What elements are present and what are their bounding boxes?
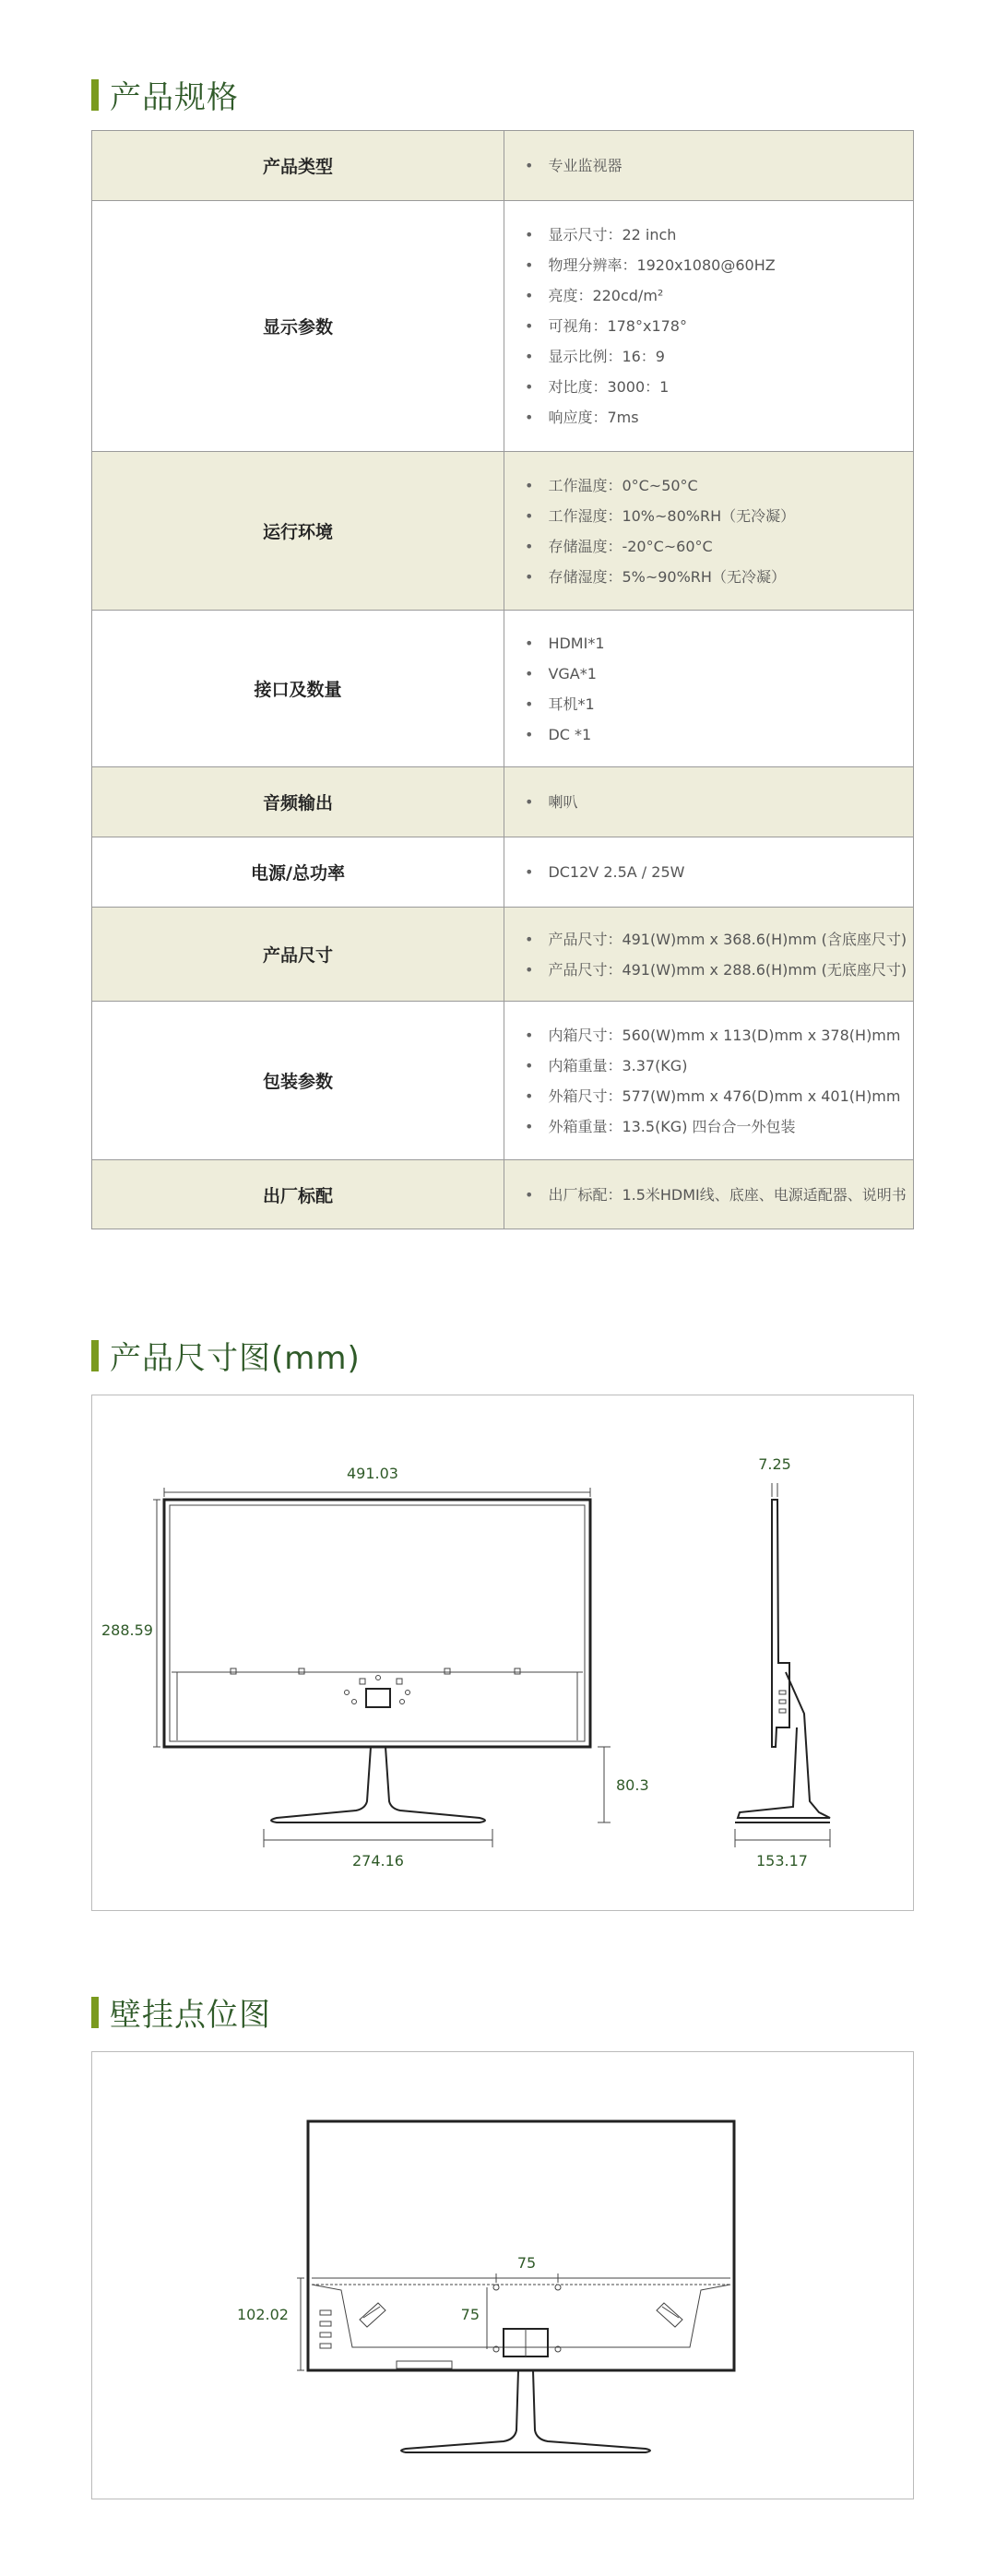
spec-label: 包装参数 bbox=[92, 1002, 504, 1159]
spec-value-item: • 专业监视器 bbox=[525, 150, 913, 181]
spec-values bbox=[504, 201, 913, 451]
spec-value-item: • 产品尺寸：491(W)mm x 288.6(H)mm (无底座尺寸) bbox=[525, 955, 913, 985]
spec-row bbox=[92, 1160, 913, 1229]
spec-value-item: • 出厂标配：1.5米HDMI线、底座、电源适配器、说明书 bbox=[525, 1180, 913, 1210]
spec-value-item: • 外箱重量：13.5(KG) 四台合一外包装 bbox=[525, 1111, 913, 1142]
spec-label: 产品尺寸 bbox=[92, 908, 504, 1001]
dimension-drawing bbox=[92, 1395, 913, 1910]
depth-top-dimension: 7.25 bbox=[758, 1455, 791, 1473]
spec-values bbox=[504, 1002, 913, 1159]
spec-row bbox=[92, 908, 913, 1002]
wallmount-diagram bbox=[91, 2051, 914, 2499]
height-dimension: 288.59 bbox=[101, 1621, 153, 1639]
spec-value-item: • 亮度：220cd/m² bbox=[525, 280, 913, 311]
spec-label: 显示参数 bbox=[92, 201, 504, 451]
spec-values bbox=[504, 767, 913, 837]
spec-value-item: • 对比度：3000：1 bbox=[525, 372, 913, 402]
spec-value-item: • 产品尺寸：491(W)mm x 368.6(H)mm (含底座尺寸) bbox=[525, 924, 913, 955]
wallmount-drawing bbox=[92, 2052, 913, 2499]
spec-value-item: • 物理分辨率：1920x1080@60HZ bbox=[525, 250, 913, 280]
spec-row bbox=[92, 611, 913, 767]
spec-value-item: • 存储湿度：5%~90%RH（无冷凝） bbox=[525, 562, 913, 592]
spec-value-item: • HDMI*1 bbox=[525, 628, 913, 659]
vesa-horizontal-dimension: 75 bbox=[516, 2254, 537, 2272]
spec-values bbox=[504, 452, 913, 610]
title-accent-bar bbox=[91, 1997, 99, 2028]
spec-label: 出厂标配 bbox=[92, 1160, 504, 1229]
title-accent-bar bbox=[91, 1340, 99, 1371]
spec-value-item: • 喇叭 bbox=[525, 787, 913, 817]
spec-value-item: • VGA*1 bbox=[525, 659, 913, 689]
spec-value-item: • 内箱重量：3.37(KG) bbox=[525, 1051, 913, 1081]
mount-height-dimension: 102.02 bbox=[237, 2306, 289, 2323]
wallmount-title-text: 壁挂点位图 bbox=[110, 1997, 271, 2034]
spec-values bbox=[504, 837, 913, 907]
spec-value-item: • 工作温度：0°C~50°C bbox=[525, 470, 913, 501]
spec-row bbox=[92, 767, 913, 837]
spec-value-item: • 耳机*1 bbox=[525, 689, 913, 719]
side-view bbox=[735, 1455, 830, 1870]
spec-section-title bbox=[91, 72, 239, 117]
width-dimension: 491.03 bbox=[347, 1465, 398, 1482]
spec-label: 电源/总功率 bbox=[92, 837, 504, 907]
spec-value-item: • 工作湿度：10%~80%RH（无冷凝） bbox=[525, 501, 913, 531]
spec-row bbox=[92, 1002, 913, 1160]
spec-label: 接口及数量 bbox=[92, 611, 504, 766]
spec-value-item: • 响应度：7ms bbox=[525, 402, 913, 433]
front-view bbox=[101, 1465, 649, 1870]
dimension-title-text: 产品尺寸图(mm) bbox=[110, 1340, 361, 1377]
base-width-dimension: 274.16 bbox=[352, 1852, 404, 1870]
rear-view bbox=[237, 2121, 734, 2452]
spec-row bbox=[92, 131, 913, 201]
spec-value-item: • 存储温度：-20°C~60°C bbox=[525, 531, 913, 562]
dimension-section-title bbox=[91, 1333, 361, 1378]
spec-label: 音频输出 bbox=[92, 767, 504, 837]
spec-value-item: • 显示比例：16：9 bbox=[525, 341, 913, 372]
spec-values bbox=[504, 908, 913, 1001]
vesa-vertical-dimension: 75 bbox=[460, 2306, 480, 2323]
spec-label: 运行环境 bbox=[92, 452, 504, 610]
spec-row bbox=[92, 837, 913, 908]
spec-value-item: • 外箱尺寸：577(W)mm x 476(D)mm x 401(H)mm bbox=[525, 1081, 913, 1111]
spec-title-text: 产品规格 bbox=[110, 79, 239, 116]
wallmount-section-title bbox=[91, 1989, 271, 2035]
spec-values bbox=[504, 611, 913, 766]
dimension-diagram bbox=[91, 1395, 914, 1911]
spec-row bbox=[92, 201, 913, 452]
spec-row bbox=[92, 452, 913, 611]
spec-value-item: • 显示尺寸：22 inch bbox=[525, 220, 913, 250]
spec-value-item: • DC12V 2.5A / 25W bbox=[525, 857, 913, 887]
spec-values bbox=[504, 131, 913, 200]
spec-value-item: • 可视角：178°x178° bbox=[525, 311, 913, 341]
spec-value-item: • 内箱尺寸：560(W)mm x 113(D)mm x 378(H)mm bbox=[525, 1020, 913, 1051]
title-accent-bar bbox=[91, 79, 99, 111]
stand-height-dimension: 80.3 bbox=[616, 1776, 649, 1794]
base-depth-dimension: 153.17 bbox=[756, 1852, 808, 1870]
spec-table bbox=[91, 130, 914, 1229]
spec-value-item: • DC *1 bbox=[525, 719, 913, 750]
spec-values bbox=[504, 1160, 913, 1229]
spec-label: 产品类型 bbox=[92, 131, 504, 200]
